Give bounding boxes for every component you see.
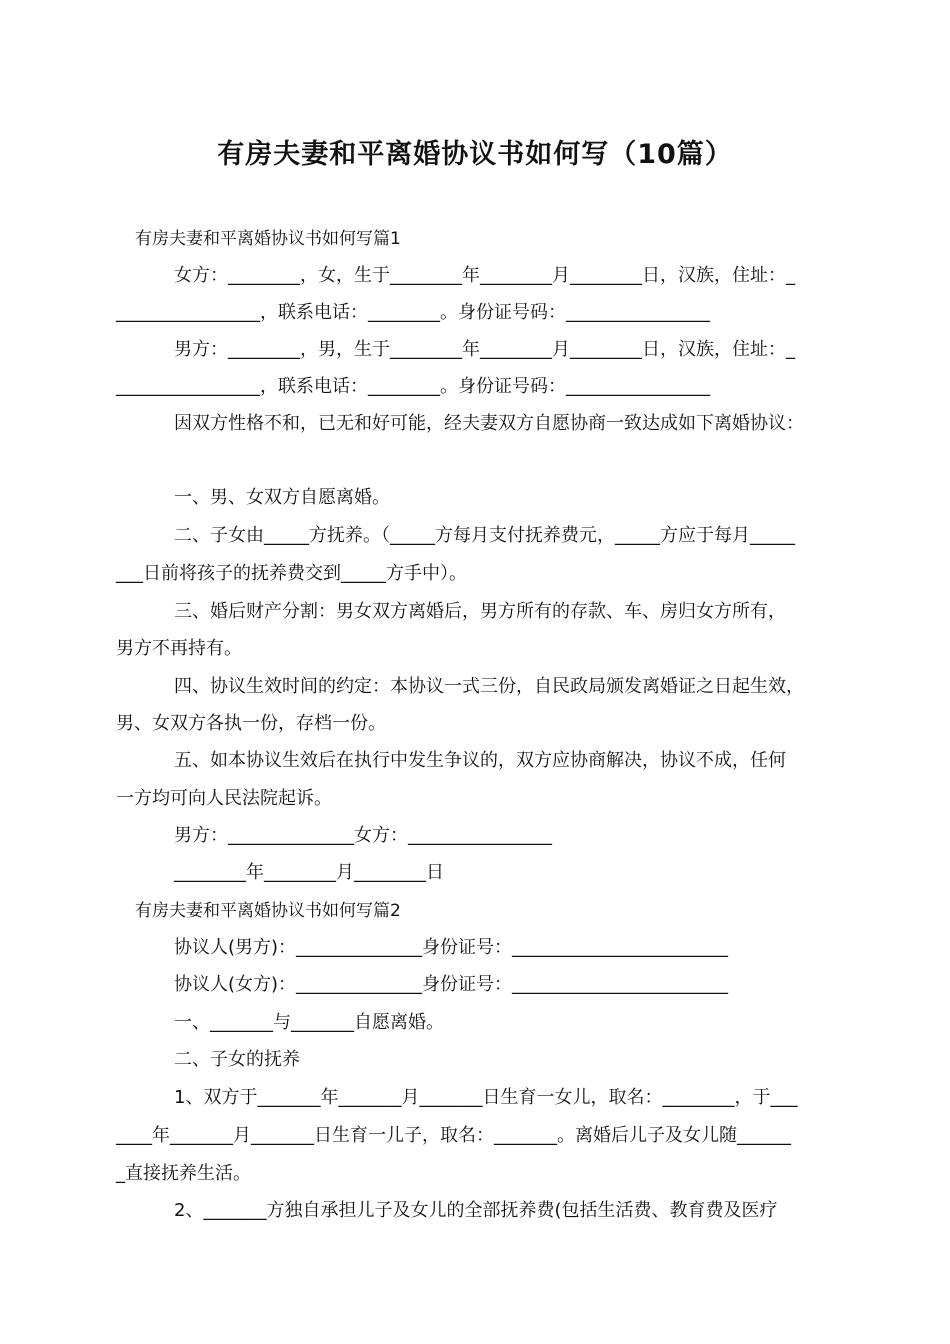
article-2-line: _直接抚养生活。 xyxy=(116,1163,251,1184)
article-1-line: 女方：________，女，生于________年________月________日，汉族，住址：_ xyxy=(174,265,795,286)
article-1-line: 一方均可向人民法院起诉。 xyxy=(116,788,332,809)
article-1-line: 一、男、女双方自愿离婚。 xyxy=(174,487,390,508)
article-1-line: 男、女双方各执一份，存档一份。 xyxy=(116,713,386,734)
article-2-heading: 有房夫妻和平离婚协议书如何写篇2 xyxy=(135,901,401,921)
article-1-signature-line: 男方：______________女方：________________ xyxy=(174,825,552,846)
article-1-line: ________________，联系电话：________。身份证号码：________________ xyxy=(116,302,710,323)
article-2-line: 二、子女的抚养 xyxy=(174,1049,300,1070)
article-2-line: 协议人(女方)：______________身份证号：________________________ xyxy=(174,974,729,995)
article-1-line: ________________，联系电话：________。身份证号码：________________ xyxy=(116,376,710,397)
article-1-line: ___日前将孩子的抚养费交到_____方手中）。 xyxy=(116,563,467,584)
article-1-line: 男方：________，男，生于________年________月________日，汉族，住址：_ xyxy=(174,339,795,360)
article-1-line: 五、如本协议生效后在执行中发生争议的，双方应协商解决，协议不成，任何 xyxy=(174,750,786,771)
article-2-line: 一、_______与_______自愿离婚。 xyxy=(174,1012,444,1033)
article-2-line: ____年_______月_______日生育一儿子，取名：_______。离婚后儿子及女儿随______ xyxy=(116,1125,791,1146)
article-1-line: 男方不再持有。 xyxy=(116,638,242,659)
article-1-line: 因双方性格不和，已无和好可能，经夫妻双方自愿协商一致达成如下离婚协议： xyxy=(174,413,804,434)
article-1-line: 二、子女由_____方抚养。（_____方每月支付抚养费元，_____方应于每月_____ xyxy=(174,525,795,546)
article-2-line: 协议人(男方)：______________身份证号：________________________ xyxy=(174,937,729,958)
article-1-heading: 有房夫妻和平离婚协议书如何写篇1 xyxy=(135,229,401,249)
article-2-line: 1、双方于_______年_______月_______日生育一女儿，取名：________，于___ xyxy=(174,1087,798,1108)
article-1-date-line: ________年________月________日 xyxy=(174,862,444,883)
article-1-line: 四、协议生效时间的约定：本协议一式三份，自民政局颁发离婚证之日起生效， xyxy=(174,676,804,697)
article-2-line: 2、_______方独自承担儿子及女儿的全部抚养费(包括生活费、教育费及医疗 xyxy=(174,1200,778,1221)
article-1-line: 三、婚后财产分割：男女双方离婚后，男方所有的存款、车、房归女方所有， xyxy=(174,601,786,622)
document-title: 有房夫妻和平离婚协议书如何写（10篇） xyxy=(217,139,733,170)
